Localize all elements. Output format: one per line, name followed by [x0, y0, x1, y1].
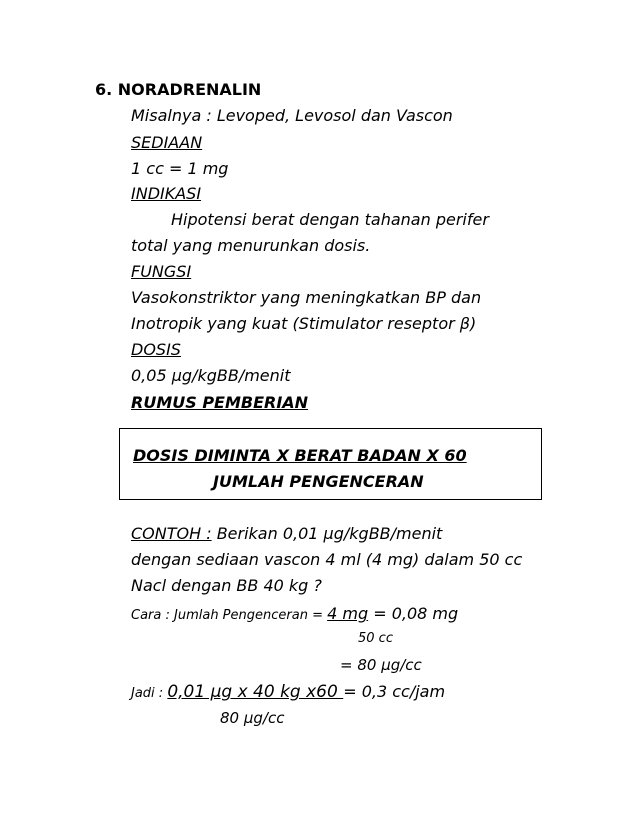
formula-numerator: DOSIS DIMINTA X BERAT BADAN X 60 [133, 446, 467, 465]
sediaan-label: SEDIAAN [131, 133, 203, 152]
sediaan-value: 1 cc = 1 mg [131, 159, 229, 178]
contoh-line1 [131, 524, 442, 543]
contoh-line2: dengan sediaan vascon 4 ml (4 mg) dalam 50 cc [131, 550, 523, 569]
formula-denominator: JUMLAH PENGENCERAN [213, 472, 424, 491]
dosis-value: 0,05 µg/kgBB/menit [131, 366, 291, 385]
cara-denominator: 50 cc [358, 631, 393, 646]
indikasi-label: INDIKASI [131, 184, 202, 203]
jadi-prefix: Jadi : [131, 686, 168, 701]
contoh-line3: Nacl dengan BB 40 kg ? [131, 576, 322, 595]
jadi-result: = 0,3 cc/jam [343, 682, 446, 701]
cara-result: = 0,08 mg [368, 604, 459, 623]
cara-numerator: 4 mg [327, 604, 369, 623]
fungsi-line1: Vasokonstriktor yang meningkatkan BP dan [131, 288, 482, 307]
rumus-label: RUMUS PEMBERIAN [131, 393, 309, 412]
contoh-line1-text: Berikan 0,01 µg/kgBB/menit [211, 524, 443, 543]
examples-line: Misalnya : Levoped, Levosol dan Vascon [131, 106, 453, 125]
indikasi-line2: total yang menurunkan dosis. [131, 236, 371, 255]
cara-result2: = 80 µg/cc [340, 656, 422, 674]
jadi-numerator: 0,01 µg x 40 kg x60 [167, 682, 344, 702]
contoh-label: CONTOH : [131, 524, 212, 543]
dosis-label: DOSIS [131, 340, 181, 359]
fungsi-line2: Inotropik yang kuat (Stimulator reseptor β) [131, 314, 477, 333]
cara-line [131, 604, 458, 623]
section-heading: 6. NORADRENALIN [95, 80, 262, 99]
jadi-denominator: 80 µg/cc [220, 709, 285, 727]
indikasi-line1: Hipotensi berat dengan tahanan perifer [171, 210, 489, 229]
jadi-line [131, 682, 445, 702]
cara-prefix: Cara : Jumlah Pengenceran = [131, 608, 328, 623]
fungsi-label: FUNGSI [131, 262, 192, 281]
